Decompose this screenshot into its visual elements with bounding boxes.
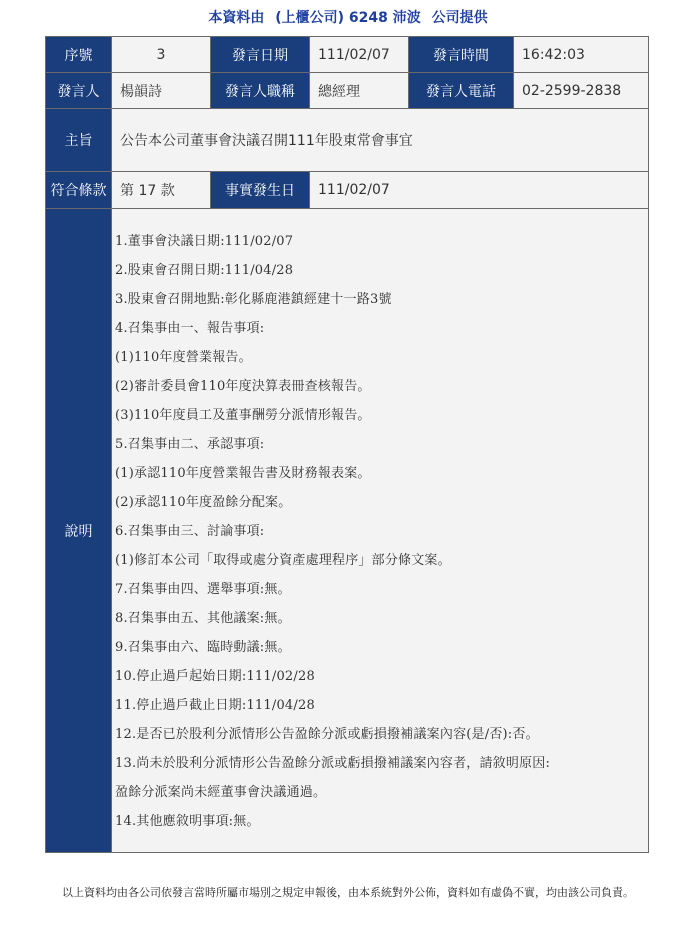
explanation-line: 11.停止過戶截止日期:111/04/28 — [115, 698, 315, 713]
explanation-line: 6.召集事由三、討論事項: — [115, 524, 265, 539]
seq-value: 3 — [112, 37, 211, 73]
explanation-line: (1)修訂本公司「取得或處分資產處理程序」部分條文案。 — [115, 553, 451, 568]
explanation-line: 1.董事會決議日期:111/02/07 — [115, 234, 294, 249]
announcement-table — [45, 36, 649, 853]
speaker-phone-label: 發言人電話 — [409, 73, 514, 109]
row-subject — [46, 109, 649, 172]
explanation-line: 3.股東會召開地點:彰化縣鹿港鎮經建十一路3號 — [115, 292, 392, 307]
seq-label: 序號 — [46, 37, 112, 73]
explanation-line: 8.召集事由五、其他議案:無。 — [115, 611, 291, 626]
explanation-line: 盈餘分派案尚未經董事會決議通過。 — [115, 785, 327, 800]
explanation-line: (2)審計委員會110年度決算表冊查核報告。 — [115, 379, 371, 394]
explanation-content — [112, 209, 649, 853]
speaker-title-label: 發言人職稱 — [211, 73, 310, 109]
speaker-value: 楊韻詩 — [112, 73, 211, 109]
speaker-label: 發言人 — [46, 73, 112, 109]
explanation-line: 10.停止過戶起始日期:111/02/28 — [115, 669, 315, 684]
explanation-line: (1)110年度營業報告。 — [115, 350, 252, 365]
speaker-title-value: 總經理 — [310, 73, 409, 109]
explanation-line: 2.股東會召開日期:111/04/28 — [115, 263, 294, 278]
explanation-lines — [115, 209, 648, 836]
terms-value: 第 17 款 — [112, 172, 211, 209]
time-value: 16:42:03 — [514, 37, 649, 73]
explanation-line: 9.召集事由六、臨時動議:無。 — [115, 640, 291, 655]
explanation-line: (3)110年度員工及董事酬勞分派情形報告。 — [115, 408, 371, 423]
header-suffix: 公司提供 — [431, 10, 488, 26]
row-explanation — [46, 209, 649, 853]
subject-label: 主旨 — [46, 109, 112, 172]
page-header — [0, 8, 696, 28]
date-label: 發言日期 — [211, 37, 310, 73]
explanation-line: 4.召集事由一、報告事項: — [115, 321, 265, 336]
explanation-line: (2)承認110年度盈餘分配案。 — [115, 495, 292, 510]
explanation-line: 12.是否已於股利分派情形公告盈餘分派或虧損撥補議案內容(是/否):否。 — [115, 727, 539, 742]
explanation-line: (1)承認110年度營業報告書及財務報表案。 — [115, 466, 371, 481]
explanation-label: 說明 — [46, 209, 112, 853]
explanation-line: 14.其他應敘明事項:無。 — [115, 814, 260, 829]
date-value: 111/02/07 — [310, 37, 409, 73]
explanation-line: 7.召集事由四、選舉事項:無。 — [115, 582, 291, 597]
disclaimer-footer: 以上資料均由各公司依發言當時所屬市場別之規定申報後，由本系統對外公佈，資料如有虛偽不實，均由該公司負責。 — [62, 886, 634, 899]
header-company: (上櫃公司) 6248 沛波 — [275, 10, 421, 26]
row-speaker — [46, 73, 649, 109]
fact-date-value: 111/02/07 — [310, 172, 649, 209]
terms-label: 符合條款 — [46, 172, 112, 209]
row-terms — [46, 172, 649, 209]
explanation-line: 5.召集事由二、承認事項: — [115, 437, 265, 452]
time-label: 發言時間 — [409, 37, 514, 73]
header-prefix: 本資料由 — [208, 10, 265, 26]
subject-value: 公告本公司董事會決議召開111年股東常會事宜 — [112, 109, 649, 172]
row-sequence — [46, 37, 649, 73]
fact-date-label: 事實發生日 — [211, 172, 310, 209]
explanation-line: 13.尚未於股利分派情形公告盈餘分派或虧損撥補議案內容者，請敘明原因: — [115, 756, 551, 771]
speaker-phone-value: 02-2599-2838 — [514, 73, 649, 109]
